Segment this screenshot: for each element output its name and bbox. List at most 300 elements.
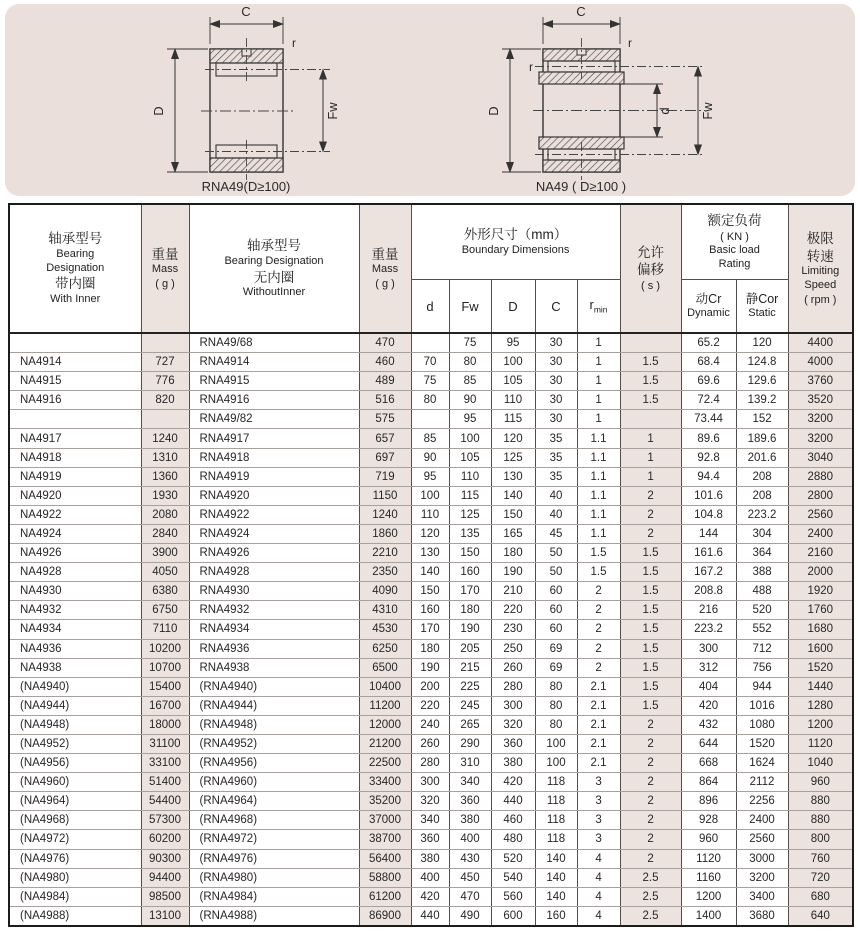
mass_without_inner_g: 1860 [359,524,411,543]
D_mm: 220 [491,601,535,620]
mass_with_inner_g: 2840 [141,524,189,543]
with_inner_designation: (NA4940) [9,677,141,696]
fw_mm: 360 [449,792,491,811]
header-text: 无内圈 [253,269,295,285]
table-row [9,792,853,811]
header-text: ( rpm ) [804,293,837,306]
header-text: D [508,298,518,314]
mass_without_inner_g: 33400 [359,773,411,792]
mass_with_inner_g: 10200 [141,639,189,658]
D_mm: 260 [491,658,535,677]
D_mm: 380 [491,754,535,773]
dim-label-r-left: r [529,60,533,74]
header-text: ( g ) [155,278,175,290]
rmin_mm: 1 [577,372,620,391]
D_mm: 420 [491,773,535,792]
mass_without_inner_g: 21200 [359,734,411,753]
table-row [9,696,853,715]
mass_without_inner_g: 86900 [359,906,411,926]
d_mm: 380 [411,849,449,868]
table-row [9,639,853,658]
with_inner_designation: NA4934 [9,620,141,639]
with_inner_designation: NA4936 [9,639,141,658]
rmin_mm: 4 [577,868,620,887]
table-row [9,868,853,887]
static_cor_kn: 201.6 [736,448,788,467]
dynamic_cr_kn: 68.4 [681,353,736,372]
C_mm: 50 [535,544,577,563]
header-text: 重量 [151,246,179,262]
C_mm: 60 [535,620,577,639]
mass_with_inner_g: 15400 [141,677,189,696]
limiting_speed_rpm: 3760 [788,372,853,391]
static_cor_kn: 1624 [736,754,788,773]
without_inner_designation: RNA4916 [189,391,359,410]
without_inner_designation: (RNA4956) [189,754,359,773]
dynamic_cr_kn: 144 [681,524,736,543]
header-static-cor [736,280,788,334]
bearing-diagrams [5,4,855,196]
table-row [9,448,853,467]
rmin_mm: 2 [577,601,620,620]
fw_mm: 470 [449,887,491,906]
C_mm: 160 [535,906,577,926]
limiting_speed_rpm: 1120 [788,734,853,753]
with_inner_designation: (NA4960) [9,773,141,792]
limiting_speed_rpm: 3040 [788,448,853,467]
fw_mm: 190 [449,620,491,639]
header-text: ( KN ) [720,230,749,243]
header-d [411,280,449,334]
static_cor_kn: 189.6 [736,429,788,448]
misalignment_s: 1.5 [620,372,681,391]
table-row [9,811,853,830]
mass_with_inner_g: 94400 [141,868,189,887]
static_cor_kn: 2560 [736,830,788,849]
mass_with_inner_g: 16700 [141,696,189,715]
without_inner_designation: (RNA4988) [189,906,359,926]
mass_with_inner_g: 13100 [141,906,189,926]
dynamic_cr_kn: 101.6 [681,486,736,505]
with_inner_designation [9,410,141,429]
static_cor_kn: 944 [736,677,788,696]
without_inner_designation: (RNA4972) [189,830,359,849]
without_inner_designation: RNA4918 [189,448,359,467]
table-row [9,754,853,773]
misalignment_s: 2 [620,524,681,543]
header-basic-load-rating [681,204,788,280]
static_cor_kn: 1016 [736,696,788,715]
dim-label-r-top: r [628,36,632,50]
D_mm: 320 [491,715,535,734]
dynamic_cr_kn: 1120 [681,849,736,868]
with_inner_designation: NA4932 [9,601,141,620]
with_inner_designation: (NA4952) [9,734,141,753]
without_inner_designation: RNA4915 [189,372,359,391]
mass_with_inner_g: 6750 [141,601,189,620]
mass_without_inner_g: 37000 [359,811,411,830]
without_inner_designation: RNA4917 [189,429,359,448]
header-text: Fw [461,298,479,314]
D_mm: 520 [491,849,535,868]
misalignment_s: 2 [620,773,681,792]
limiting_speed_rpm: 4000 [788,353,853,372]
misalignment_s: 1.5 [620,620,681,639]
with_inner_designation: NA4924 [9,524,141,543]
limiting_speed_rpm: 880 [788,811,853,830]
C_mm: 30 [535,410,577,429]
table-row [9,467,853,486]
C_mm: 60 [535,601,577,620]
mass_without_inner_g: 61200 [359,887,411,906]
without_inner_designation: RNA49/82 [189,410,359,429]
without_inner_designation: RNA4914 [189,353,359,372]
table-row [9,333,853,353]
d_mm: 320 [411,792,449,811]
D_mm: 210 [491,582,535,601]
rmin_mm: 4 [577,849,620,868]
mass_without_inner_g: 575 [359,410,411,429]
without_inner_designation: RNA4924 [189,524,359,543]
D_mm: 120 [491,429,535,448]
d_mm: 190 [411,658,449,677]
fw_mm: 90 [449,391,491,410]
dynamic_cr_kn: 73.44 [681,410,736,429]
limiting_speed_rpm: 960 [788,773,853,792]
dynamic_cr_kn: 668 [681,754,736,773]
dynamic_cr_kn: 960 [681,830,736,849]
header-text: min [593,304,608,315]
dynamic_cr_kn: 167.2 [681,563,736,582]
static_cor_kn: 3680 [736,906,788,926]
mass_without_inner_g: 4090 [359,582,411,601]
dynamic_cr_kn: 300 [681,639,736,658]
dynamic_cr_kn: 896 [681,792,736,811]
dynamic_cr_kn: 1400 [681,906,736,926]
with_inner_designation: NA4915 [9,372,141,391]
D_mm: 280 [491,677,535,696]
C_mm: 80 [535,696,577,715]
with_inner_designation: (NA4972) [9,830,141,849]
without_inner_designation: (RNA4952) [189,734,359,753]
rmin_mm: 1.1 [577,448,620,467]
d_mm: 360 [411,830,449,849]
limiting_speed_rpm: 800 [788,830,853,849]
dynamic_cr_kn: 223.2 [681,620,736,639]
fw_mm: 150 [449,544,491,563]
header-text: 轴承型号 [247,238,301,254]
header-text: Mass [371,263,399,276]
mass_without_inner_g: 516 [359,391,411,410]
C_mm: 118 [535,792,577,811]
without_inner_designation: RNA4938 [189,658,359,677]
without_inner_designation: (RNA4984) [189,887,359,906]
dim-label-d: d [657,107,672,115]
D_mm: 130 [491,467,535,486]
static_cor_kn: 1080 [736,715,788,734]
header-text: ( s ) [641,279,660,292]
C_mm: 80 [535,715,577,734]
D_mm: 460 [491,811,535,830]
static_cor_kn: 756 [736,658,788,677]
C_mm: 30 [535,333,577,353]
dim-label-fw: Fw [700,102,715,120]
header-text: Static [748,307,776,320]
limiting_speed_rpm: 640 [788,906,853,926]
d_mm: 300 [411,773,449,792]
limiting_speed_rpm: 1440 [788,677,853,696]
misalignment_s: 2.5 [620,868,681,887]
rmin_mm: 1.1 [577,486,620,505]
misalignment_s: 1.5 [620,696,681,715]
D_mm: 230 [491,620,535,639]
C_mm: 80 [535,677,577,696]
D_mm: 150 [491,505,535,524]
without_inner_designation: (RNA4968) [189,811,359,830]
mass_with_inner_g [141,333,189,353]
with_inner_designation: (NA4944) [9,696,141,715]
header-C [535,280,577,334]
fw_mm: 85 [449,372,491,391]
C_mm: 140 [535,849,577,868]
fw_mm: 115 [449,486,491,505]
with_inner_designation: NA4926 [9,544,141,563]
static_cor_kn: 208 [736,486,788,505]
dynamic_cr_kn: 89.6 [681,429,736,448]
C_mm: 35 [535,467,577,486]
without_inner_designation: RNA4928 [189,563,359,582]
header-misalignment [620,204,681,333]
rmin_mm: 1.1 [577,505,620,524]
table-row [9,849,853,868]
d_mm: 420 [411,887,449,906]
rmin_mm: 1.1 [577,467,620,486]
limiting_speed_rpm: 3200 [788,429,853,448]
fw_mm: 160 [449,563,491,582]
table-row [9,524,853,543]
rmin_mm: 2 [577,639,620,658]
header-text: r [589,297,594,313]
with_inner_designation: NA4938 [9,658,141,677]
fw_mm: 215 [449,658,491,677]
mass_with_inner_g: 6380 [141,582,189,601]
static_cor_kn: 139.2 [736,391,788,410]
rmin_mm: 1.5 [577,544,620,563]
header-text: C [551,298,561,314]
mass_with_inner_g: 7110 [141,620,189,639]
with_inner_designation: NA4928 [9,563,141,582]
D_mm: 300 [491,696,535,715]
dynamic_cr_kn: 432 [681,715,736,734]
dynamic_cr_kn: 65.2 [681,333,736,353]
mass_without_inner_g: 719 [359,467,411,486]
static_cor_kn: 152 [736,410,788,429]
table-row [9,773,853,792]
mass_with_inner_g: 10700 [141,658,189,677]
D_mm: 180 [491,544,535,563]
limiting_speed_rpm: 880 [788,792,853,811]
header-text: 重量 [371,246,399,262]
misalignment_s: 1 [620,467,681,486]
mass_without_inner_g: 35200 [359,792,411,811]
D_mm: 480 [491,830,535,849]
D_mm: 115 [491,410,535,429]
misalignment_s: 1.5 [620,353,681,372]
C_mm: 30 [535,372,577,391]
fw_mm: 205 [449,639,491,658]
rmin_mm: 1.5 [577,563,620,582]
rmin_mm: 3 [577,811,620,830]
rmin_mm: 2.1 [577,754,620,773]
static_cor_kn: 208 [736,467,788,486]
d_mm: 440 [411,906,449,926]
limiting_speed_rpm: 720 [788,868,853,887]
mass_with_inner_g: 31100 [141,734,189,753]
header-text: WithoutInner [242,286,306,299]
misalignment_s: 1.5 [620,563,681,582]
C_mm: 140 [535,868,577,887]
mass_with_inner_g: 60200 [141,830,189,849]
table-row [9,410,853,429]
d_mm: 130 [411,544,449,563]
C_mm: 60 [535,582,577,601]
limiting_speed_rpm: 2000 [788,563,853,582]
D_mm: 250 [491,639,535,658]
fw_mm: 170 [449,582,491,601]
header-text: Limiting [801,265,840,278]
mass_without_inner_g: 56400 [359,849,411,868]
mass_with_inner_g: 2080 [141,505,189,524]
C_mm: 40 [535,486,577,505]
table-row [9,544,853,563]
fw_mm: 400 [449,830,491,849]
header-text: 动Cr [695,292,722,306]
d_mm: 150 [411,582,449,601]
d_mm: 220 [411,696,449,715]
with_inner_designation: (NA4976) [9,849,141,868]
with_inner_designation: NA4919 [9,467,141,486]
limiting_speed_rpm: 3520 [788,391,853,410]
C_mm: 140 [535,887,577,906]
with_inner_designation: NA4920 [9,486,141,505]
without_inner_designation: (RNA4976) [189,849,359,868]
header-text: Dynamic [687,307,730,320]
with_inner_designation: (NA4964) [9,792,141,811]
C_mm: 118 [535,811,577,830]
d_mm: 100 [411,486,449,505]
header-text: 轴承型号 [48,231,103,247]
C_mm: 100 [535,734,577,753]
d_mm: 90 [411,448,449,467]
na49-cross-section-diagram [486,4,715,194]
table-row [9,429,853,448]
limiting_speed_rpm: 2800 [788,486,853,505]
with_inner_designation: (NA4980) [9,868,141,887]
header-D [491,280,535,334]
header-text: Bearing [56,247,95,260]
fw_mm: 180 [449,601,491,620]
dynamic_cr_kn: 92.8 [681,448,736,467]
d_mm: 160 [411,601,449,620]
C_mm: 118 [535,773,577,792]
header-text: d [426,298,434,314]
limiting_speed_rpm: 3200 [788,410,853,429]
rmin_mm: 3 [577,830,620,849]
dim-label-fw: Fw [325,102,340,120]
header-text: 偏移 [637,262,665,278]
table-row [9,391,853,410]
header-text: Designation [46,261,105,274]
limiting_speed_rpm: 760 [788,849,853,868]
header-text: Speed [804,278,837,291]
table-row [9,715,853,734]
mass_without_inner_g: 11200 [359,696,411,715]
static_cor_kn: 2112 [736,773,788,792]
mass_without_inner_g: 489 [359,372,411,391]
with_inner_designation: NA4917 [9,429,141,448]
mass_without_inner_g: 12000 [359,715,411,734]
static_cor_kn: 2400 [736,811,788,830]
fw_mm: 340 [449,773,491,792]
rmin_mm: 1 [577,410,620,429]
rmin_mm: 3 [577,773,620,792]
without_inner_designation: RNA4936 [189,639,359,658]
rna49-caption: RNA49(D≥100) [201,179,291,194]
mass_with_inner_g: 90300 [141,849,189,868]
static_cor_kn: 712 [736,639,788,658]
d_mm: 260 [411,734,449,753]
misalignment_s: 2.5 [620,887,681,906]
D_mm: 125 [491,448,535,467]
mass_without_inner_g: 58800 [359,868,411,887]
dim-label-D: D [151,106,166,116]
fw_mm: 135 [449,524,491,543]
static_cor_kn: 552 [736,620,788,639]
mass_with_inner_g: 33100 [141,754,189,773]
without_inner_designation: (RNA4940) [189,677,359,696]
C_mm: 40 [535,505,577,524]
limiting_speed_rpm: 1040 [788,754,853,773]
fw_mm: 105 [449,448,491,467]
misalignment_s: 1.5 [620,677,681,696]
mass_without_inner_g: 22500 [359,754,411,773]
table-row [9,486,853,505]
misalignment_s [620,333,681,353]
limiting_speed_rpm: 1760 [788,601,853,620]
limiting_speed_rpm: 2560 [788,505,853,524]
dynamic_cr_kn: 94.4 [681,467,736,486]
D_mm: 560 [491,887,535,906]
rna49-cross-section-diagram [151,4,340,194]
table-row [9,563,853,582]
C_mm: 30 [535,391,577,410]
misalignment_s: 2 [620,792,681,811]
D_mm: 95 [491,333,535,353]
table-body [9,333,853,926]
limiting_speed_rpm: 1600 [788,639,853,658]
static_cor_kn: 120 [736,333,788,353]
header-rmin [577,280,620,334]
dynamic_cr_kn: 928 [681,811,736,830]
misalignment_s: 2 [620,715,681,734]
with_inner_designation: (NA4984) [9,887,141,906]
limiting_speed_rpm: 680 [788,887,853,906]
table-row [9,505,853,524]
misalignment_s: 1 [620,448,681,467]
with_inner_designation: (NA4968) [9,811,141,830]
C_mm: 45 [535,524,577,543]
rmin_mm: 2.1 [577,677,620,696]
